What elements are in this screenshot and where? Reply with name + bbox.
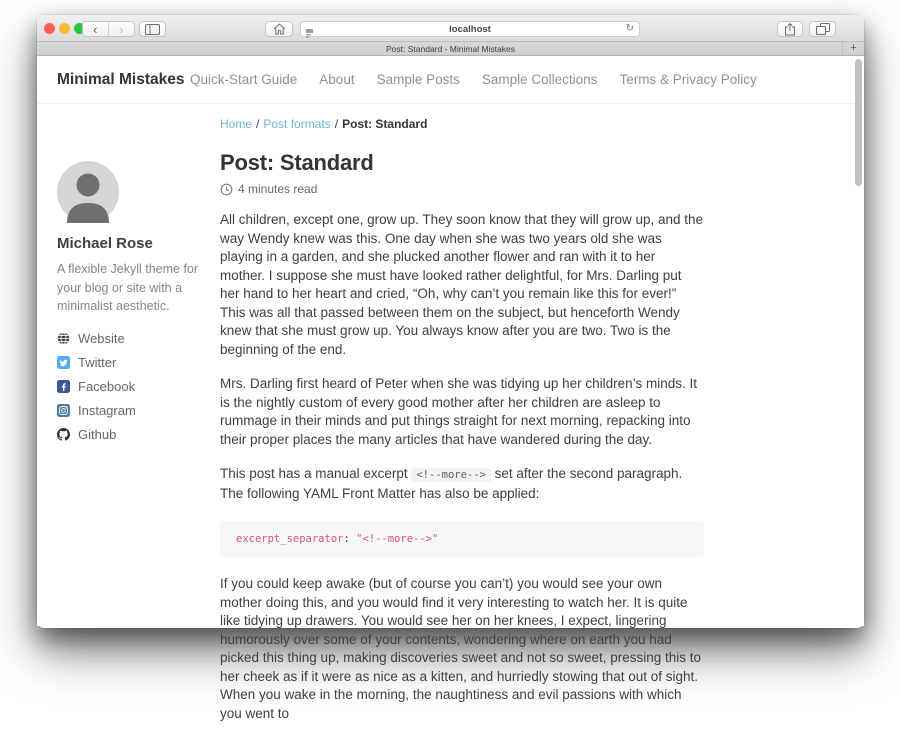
sidebar-link-label: Facebook: [78, 378, 136, 394]
nav-item-about[interactable]: About: [319, 72, 355, 87]
article-main: [220, 117, 704, 739]
sidebar-link-instagram[interactable]: [57, 403, 209, 418]
post-meta: [220, 182, 704, 196]
browser-toolbar: [37, 15, 864, 42]
traffic-lights: [44, 23, 85, 34]
forward-icon: ›: [119, 21, 124, 37]
sidebar-link-twitter[interactable]: [57, 355, 209, 370]
nav-item-sample-posts[interactable]: Sample Posts: [376, 72, 460, 87]
github-icon: [57, 428, 70, 441]
breadcrumb-separator: /: [334, 117, 339, 131]
author-links: [57, 331, 209, 442]
sidebar-link-label: Github: [78, 426, 117, 442]
globe-icon: [57, 332, 70, 345]
active-tab[interactable]: Post: Standard - Minimal Mistakes: [386, 44, 515, 54]
yaml-code-block: [220, 521, 704, 557]
sidebar-link-facebook[interactable]: [57, 379, 209, 394]
facebook-icon: [57, 380, 70, 393]
breadcrumb-home-link[interactable]: Home: [220, 117, 253, 131]
forward-button[interactable]: [109, 22, 134, 36]
sidebar-icon: [145, 24, 160, 35]
paragraph: Mrs. Darling first heard of Peter when she was tidying up her children’s minds. It is the nightly custom of every good mother after her children are asleep to rummage in their minds and put things straight for next morning, repacking into their proper places the many articles that have wandered during the day.: [220, 376, 697, 447]
clock-icon: [220, 183, 233, 196]
close-window-button[interactable]: [44, 23, 55, 34]
excerpt-note-after: set after the second paragraph. The following YAML Front Matter has also be applied:: [220, 466, 683, 501]
paragraph-excerpt-note: [220, 465, 704, 503]
article-body: [220, 211, 704, 723]
nav-item-sample-collections[interactable]: Sample Collections: [481, 72, 598, 87]
url-text[interactable]: localhost: [449, 24, 491, 35]
share-icon: [784, 22, 796, 36]
back-button[interactable]: [83, 22, 109, 36]
sidebar-link-label: Instagram: [78, 402, 136, 418]
code-value: "<!--more-->": [356, 533, 439, 545]
nav-item-terms-privacy[interactable]: Terms & Privacy Policy: [619, 72, 757, 87]
inline-code: <!--more-->: [411, 468, 491, 482]
code-colon: :: [343, 533, 357, 545]
sidebar-link-website[interactable]: [57, 331, 209, 346]
paragraph: If you could keep awake (but of course you can’t) you would see your own mother doing this, and you would find it very interesting to watch her. It is quite like tidying up drawers. You would see her on her knees, I expect, lingering humorously over some of your contents, wondering where on earth you had picked this thing up, making discoveries sweet and not so sweet, pressing this to her cheek as if it were as nice as a kitten, and hurriedly stowing that out of sight. When you wake in the morning, the naughtiness and evil passions with which you went to: [220, 576, 702, 721]
twitter-icon: [57, 356, 70, 369]
sidebar-toggle-button[interactable]: [139, 21, 166, 37]
sidebar-link-github[interactable]: [57, 427, 209, 442]
back-icon: ‹: [93, 21, 98, 37]
history-nav-group: [82, 21, 135, 37]
reload-icon[interactable]: ↻: [625, 23, 634, 34]
address-bar[interactable]: [300, 21, 640, 37]
tab-overview-button[interactable]: [809, 21, 836, 37]
tab-bar: [37, 42, 864, 56]
code-key: excerpt_separator: [236, 533, 344, 545]
breadcrumb-post-formats-link[interactable]: Post formats: [263, 117, 331, 131]
breadcrumb: [220, 117, 704, 131]
masthead-nav: [190, 56, 757, 103]
nav-item-quick-start-guide[interactable]: Quick-Start Guide: [190, 72, 298, 87]
page-scrollbar[interactable]: [855, 59, 862, 186]
share-button[interactable]: [777, 21, 803, 37]
author-bio: A flexible Jekyll theme for your blog or site with a minimalist aesthetic.: [57, 262, 199, 313]
tabs-icon: [816, 23, 830, 35]
safari-window: [37, 15, 864, 721]
new-tab-button[interactable]: +: [842, 42, 864, 56]
breadcrumb-current: Post: Standard: [342, 117, 428, 131]
site-title[interactable]: Minimal Mistakes: [57, 71, 185, 88]
home-button[interactable]: [265, 21, 293, 37]
author-name: Michael Rose: [57, 235, 153, 252]
page-viewport: [37, 56, 864, 721]
sidebar-link-label: Website: [78, 330, 125, 346]
avatar: [57, 161, 119, 223]
instagram-icon: [57, 404, 70, 417]
excerpt-note-before: This post has a manual excerpt: [220, 466, 412, 481]
home-icon: [273, 23, 286, 35]
author-sidebar: [57, 161, 209, 451]
sidebar-link-label: Twitter: [78, 354, 117, 370]
breadcrumb-separator: /: [256, 117, 260, 131]
read-time: 4 minutes read: [238, 182, 318, 196]
masthead: [37, 56, 864, 104]
page-content: [37, 104, 864, 721]
paragraph: All children, except one, grow up. They soon know that they will grow up, and the way Wendy knew was this. One day when she was two years old she was playing in a garden, and she plucked another flower and ran with it to her mother. I suppose she must have looked rather delightful, for Mrs. Darling put her hand to her heart and cried, “Oh, why can’t you remain like this for ever!” This was all that passed between them on the subject, but henceforth Wendy knew that she must grow up. You always know after you are two. Two is the beginning of the end.: [220, 212, 704, 357]
minimize-window-button[interactable]: [59, 23, 70, 34]
page-title: Post: Standard: [220, 150, 374, 175]
